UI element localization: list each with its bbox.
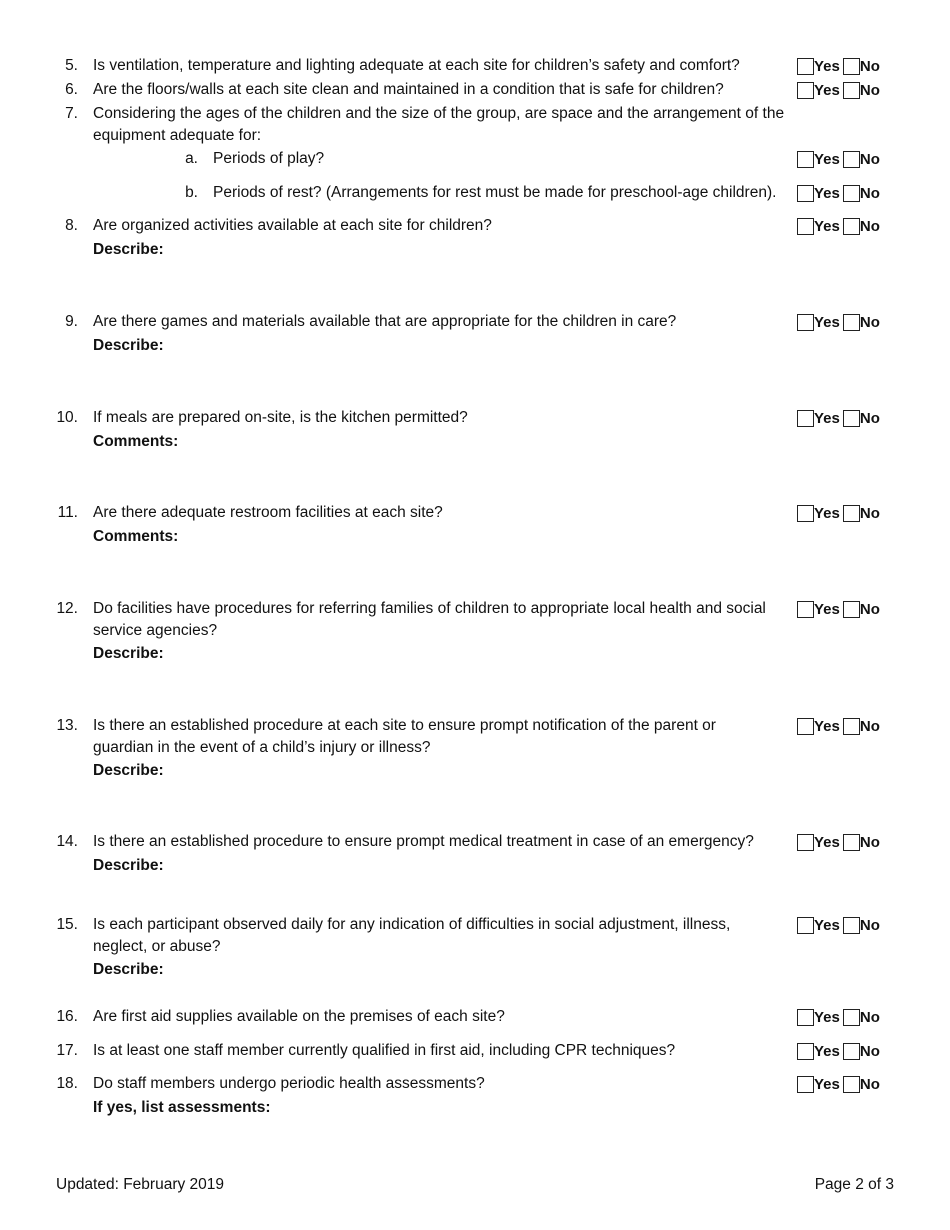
no-checkbox[interactable] xyxy=(843,1043,860,1060)
question-number: 14. xyxy=(56,833,78,850)
yes-checkbox[interactable] xyxy=(797,1043,814,1060)
no-checkbox[interactable] xyxy=(843,58,860,75)
no-label: No xyxy=(859,1008,880,1026)
no-label: No xyxy=(859,184,880,202)
question-number: 15. xyxy=(56,916,78,933)
no-checkbox[interactable] xyxy=(843,917,860,934)
question-number: 10. xyxy=(56,409,78,426)
question-text: Are the floors/walls at each site clean and maintained in a condition that is safe for children? xyxy=(93,81,724,98)
no-label: No xyxy=(859,504,880,522)
question-number: 13. xyxy=(56,717,78,734)
no-checkbox[interactable] xyxy=(843,601,860,618)
yes-checkbox[interactable] xyxy=(797,82,814,99)
yes-no-options xyxy=(797,914,880,936)
yes-label: Yes xyxy=(814,1008,840,1026)
no-checkbox[interactable] xyxy=(843,82,860,99)
sub-question-text: Periods of rest? (Arrangements for rest must be made for preschool-age children). xyxy=(213,184,777,201)
yes-no-options xyxy=(797,148,880,170)
question-number: 9. xyxy=(65,313,78,330)
yes-no-options xyxy=(797,831,880,853)
yes-checkbox[interactable] xyxy=(797,410,814,427)
describe-label: Describe: xyxy=(93,961,164,978)
question-text: Do staff members undergo periodic health assessments? xyxy=(93,1075,485,1092)
yes-checkbox[interactable] xyxy=(797,834,814,851)
question-number: 12. xyxy=(56,600,78,617)
question-number: 18. xyxy=(56,1075,78,1092)
yes-checkbox[interactable] xyxy=(797,314,814,331)
list-assessments-label: If yes, list assessments: xyxy=(93,1099,271,1116)
question-text: If meals are prepared on-site, is the kitchen permitted? xyxy=(93,409,468,426)
yes-label: Yes xyxy=(814,717,840,735)
yes-no-options xyxy=(797,598,880,620)
yes-label: Yes xyxy=(814,217,840,235)
no-checkbox[interactable] xyxy=(843,718,860,735)
yes-label: Yes xyxy=(814,313,840,331)
yes-no-options xyxy=(797,1040,880,1062)
yes-no-options xyxy=(797,79,880,101)
yes-checkbox[interactable] xyxy=(797,601,814,618)
yes-no-options xyxy=(797,407,880,429)
describe-label: Describe: xyxy=(93,762,164,779)
question-text: Do facilities have procedures for referring families of children to appropriate local health and social service agencies? xyxy=(93,600,766,639)
question-text: Are there games and materials available that are appropriate for the children in care? xyxy=(93,313,677,330)
describe-label: Describe: xyxy=(93,337,164,354)
yes-label: Yes xyxy=(814,504,840,522)
question-text: Are organized activities available at each site for children? xyxy=(93,217,492,234)
no-label: No xyxy=(859,916,880,934)
yes-no-options xyxy=(797,55,880,77)
yes-no-options xyxy=(797,715,880,737)
question-text: Are first aid supplies available on the premises of each site? xyxy=(93,1008,505,1025)
no-label: No xyxy=(859,217,880,235)
question-number: 16. xyxy=(56,1008,78,1025)
question-number: 6. xyxy=(65,81,78,98)
comments-label: Comments: xyxy=(93,433,179,450)
yes-no-options xyxy=(797,502,880,524)
yes-label: Yes xyxy=(814,916,840,934)
describe-label: Describe: xyxy=(93,241,164,258)
describe-label: Describe: xyxy=(93,645,164,662)
no-label: No xyxy=(859,833,880,851)
yes-checkbox[interactable] xyxy=(797,58,814,75)
no-label: No xyxy=(859,313,880,331)
no-checkbox[interactable] xyxy=(843,505,860,522)
footer-page-number: Page 2 of 3 xyxy=(814,1176,894,1193)
yes-label: Yes xyxy=(814,1042,840,1060)
yes-checkbox[interactable] xyxy=(797,151,814,168)
yes-checkbox[interactable] xyxy=(797,1076,814,1093)
question-text: Is there an established procedure at each site to ensure prompt notification of the parent or guardian in the event of a child’s injury or illness? xyxy=(93,717,716,756)
question-text: Is there an established procedure to ensure prompt medical treatment in case of an emergency? xyxy=(93,833,754,850)
no-label: No xyxy=(859,1042,880,1060)
no-checkbox[interactable] xyxy=(843,1076,860,1093)
yes-no-options xyxy=(797,311,880,333)
question-text: Considering the ages of the children and the size of the group, are space and the arrangement of the equipment adequate for: xyxy=(93,105,785,144)
yes-no-options xyxy=(797,182,880,204)
no-label: No xyxy=(859,57,880,75)
no-checkbox[interactable] xyxy=(843,834,860,851)
no-label: No xyxy=(859,81,880,99)
yes-label: Yes xyxy=(814,833,840,851)
question-number: 11. xyxy=(57,504,78,521)
yes-checkbox[interactable] xyxy=(797,1009,814,1026)
yes-checkbox[interactable] xyxy=(797,185,814,202)
question-text: Is at least one staff member currently qualified in first aid, including CPR techniques? xyxy=(93,1042,676,1059)
no-checkbox[interactable] xyxy=(843,218,860,235)
question-number: 7. xyxy=(65,105,78,122)
yes-label: Yes xyxy=(814,57,840,75)
question-text: Are there adequate restroom facilities at each site? xyxy=(93,504,443,521)
yes-label: Yes xyxy=(814,600,840,618)
no-checkbox[interactable] xyxy=(843,185,860,202)
yes-checkbox[interactable] xyxy=(797,218,814,235)
yes-no-options xyxy=(797,215,880,237)
question-number: 5. xyxy=(65,57,78,74)
sub-question-letter: a. xyxy=(185,150,198,167)
no-label: No xyxy=(859,600,880,618)
footer-updated: Updated: February 2019 xyxy=(56,1176,225,1193)
no-checkbox[interactable] xyxy=(843,151,860,168)
yes-checkbox[interactable] xyxy=(797,505,814,522)
sub-question-letter: b. xyxy=(185,184,198,201)
yes-label: Yes xyxy=(814,150,840,168)
question-text: Is ventilation, temperature and lighting adequate at each site for children’s safety and comfort? xyxy=(93,57,740,74)
yes-checkbox[interactable] xyxy=(797,917,814,934)
question-number: 8. xyxy=(65,217,78,234)
no-label: No xyxy=(859,1075,880,1093)
question-number: 17. xyxy=(56,1042,78,1059)
yes-checkbox[interactable] xyxy=(797,718,814,735)
no-label: No xyxy=(859,409,880,427)
yes-no-options xyxy=(797,1073,880,1095)
question-text: Is each participant observed daily for any indication of difficulties in social adjustment, illness, neglect, or abuse? xyxy=(93,916,731,955)
no-label: No xyxy=(859,717,880,735)
yes-no-options xyxy=(797,1006,880,1028)
no-checkbox[interactable] xyxy=(843,314,860,331)
no-checkbox[interactable] xyxy=(843,1009,860,1026)
describe-label: Describe: xyxy=(93,857,164,874)
no-label: No xyxy=(859,150,880,168)
yes-label: Yes xyxy=(814,184,840,202)
comments-label: Comments: xyxy=(93,528,179,545)
yes-label: Yes xyxy=(814,81,840,99)
yes-label: Yes xyxy=(814,409,840,427)
no-checkbox[interactable] xyxy=(843,410,860,427)
sub-question-text: Periods of play? xyxy=(213,150,325,167)
yes-label: Yes xyxy=(814,1075,840,1093)
